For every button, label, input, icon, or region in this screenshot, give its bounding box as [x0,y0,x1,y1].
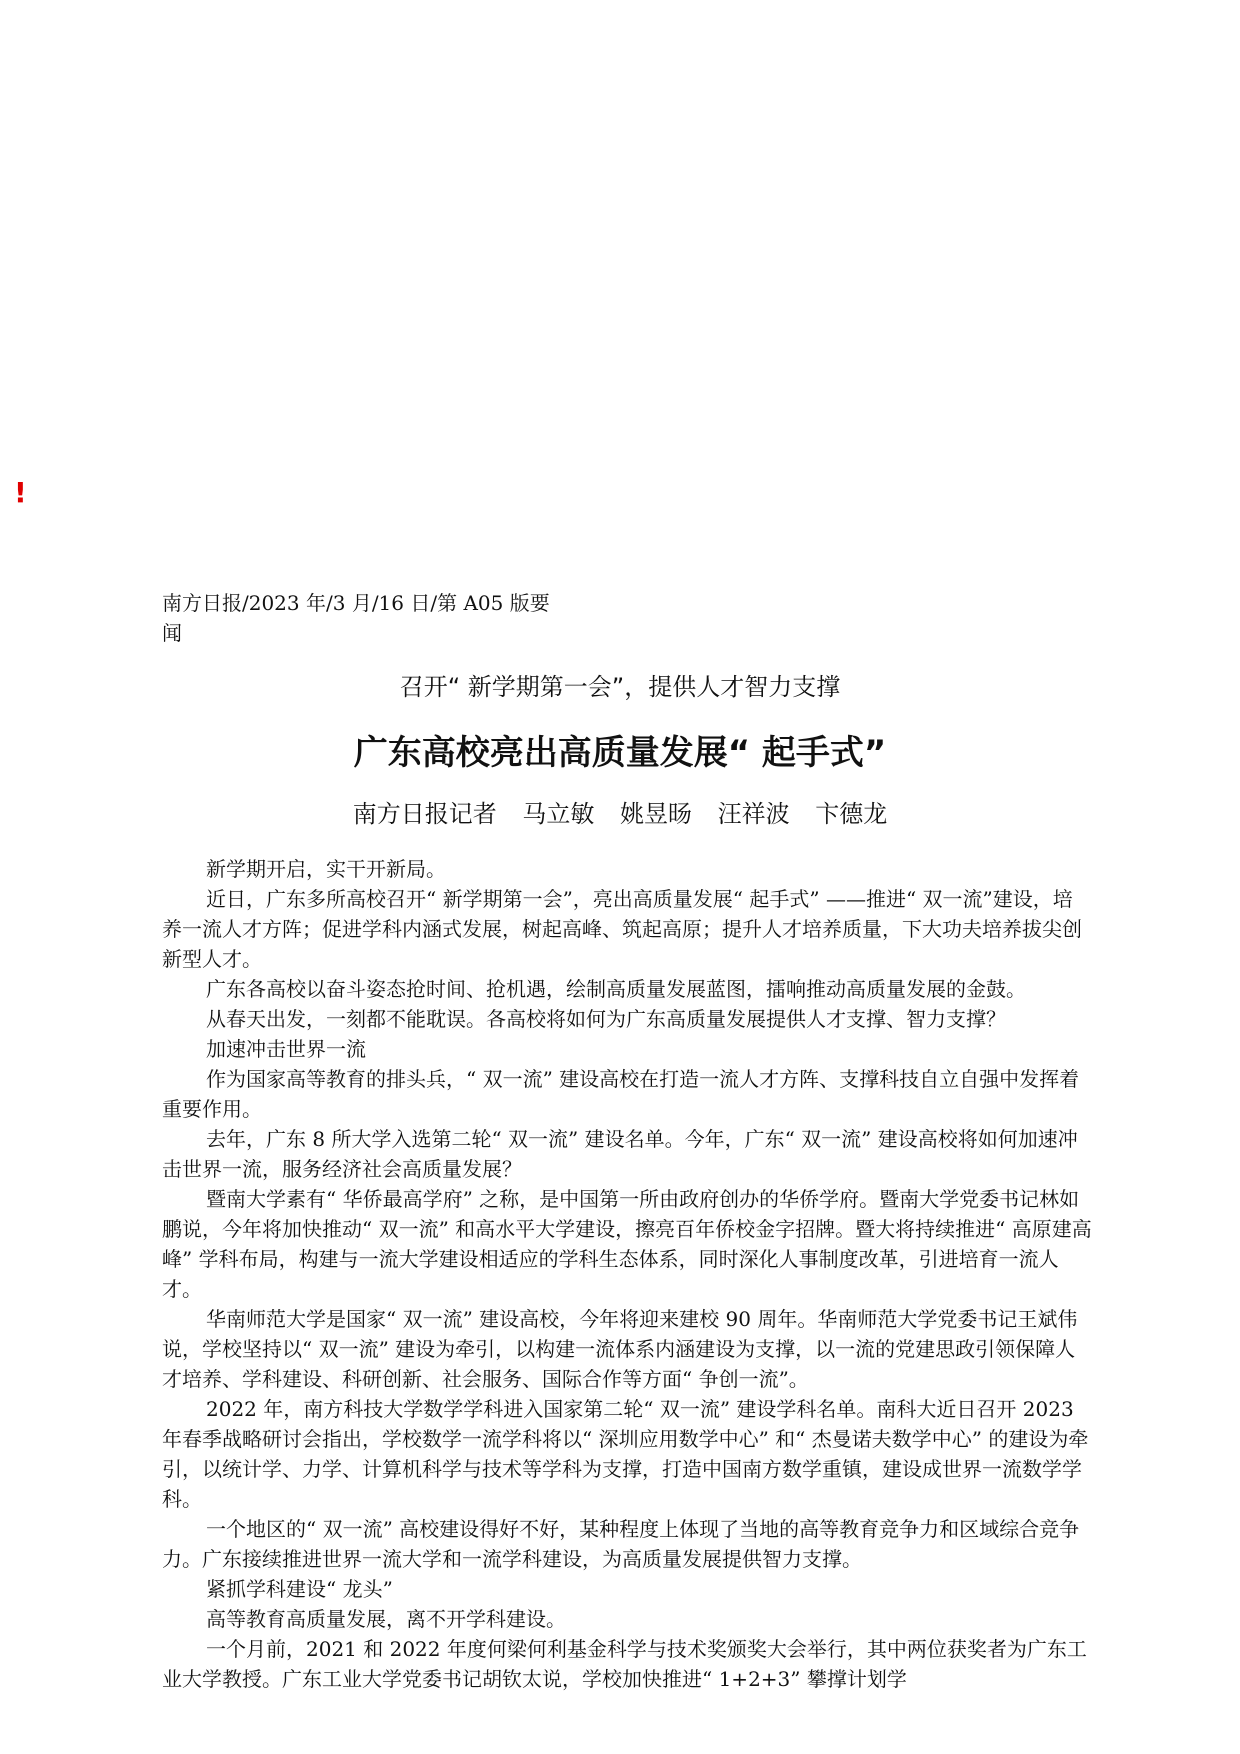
article-body [162,854,1092,1694]
paragraph: 广东各高校以奋斗姿态抢时间、抢机遇，绘制高质量发展蓝图，擂响推动高质量发展的金鼓。 [206,977,1026,1001]
paragraph: 新学期开启，实干开新局。 [206,857,446,881]
paragraph: 暨南大学素有“ 华侨最高学府” 之称，是中国第一所由政府创办的华侨学府。暨南大学党委书记林如鹏说，今年将加快推动“ 双一流” 和高水平大学建设，擦亮百年侨校金字招牌。暨大将持续推进“ 高原建高峰” 学科布局，构建与一流大学建设相适应的学科生态体系，同时深化人事制度改革，引进培育一流人才。 [162,1187,1092,1301]
section-heading: 紧抓学科建设“ 龙头” [206,1577,393,1601]
paragraph: 去年，广东 8 所大学入选第二轮“ 双一流” 建设名单。今年，广东“ 双一流” 建设高校将如何加速冲击世界一流，服务经济社会高质量发展？ [162,1127,1078,1181]
article-subtitle: 召开“ 新学期第一会”，提供人才智力支撑 [399,673,841,701]
paragraph: 2022 年，南方科技大学数学学科进入国家第二轮“ 双一流” 建设学科名单。南科大近日召开 2023 年春季战略研讨会指出，学校数学一流学科将以“ 深圳应用数学中心” 和“ 杰曼诺夫数学中心” 的建设为牵引，以统计学、力学、计算机科学与技术等学科为支撑，打造中国南方数学重镇，建设成世界一流数学学科。 [162,1397,1089,1511]
byline-label: 南方日报记者 [352,800,497,828]
author-name: 马立敏 [522,800,595,828]
paragraph: 近日，广东多所高校召开“ 新学期第一会”，亮出高质量发展“ 起手式” ——推进“ 双一流”建设，培养一流人才方阵；促进学科内涵式发展，树起高峰、筑起高原；提升人才培养质量，下大功夫培养拔尖创新型人才。 [162,887,1082,971]
paragraph: 高等教育高质量发展，离不开学科建设。 [206,1607,566,1631]
paragraph: 从春天出发，一刻都不能耽误。各高校将如何为广东高质量发展提供人才支撑、智力支撑？ [206,1007,1006,1031]
paragraph: 华南师范大学是国家“ 双一流” 建设高校，今年将迎来建校 90 周年。华南师范大学党委书记王斌伟说，学校坚持以“ 双一流” 建设为牵引，以构建一流体系内涵建设为支撑，以一流的党建思政引领保障人才培养、学科建设、科研创新、社会服务、国际合作等方面“ 争创一流”。 [162,1307,1078,1391]
source-line: 南方日报/2023 年/3 月/16 日/第 A05 版要闻 [162,591,550,645]
paragraph: 一个月前，2021 和 2022 年度何梁何利基金科学与技术奖颁奖大会举行，其中两位获奖者为广东工业大学教授。广东工业大学党委书记胡钦太说，学校加快推进“ 1+2+3” 攀撑计划学 [162,1637,1087,1691]
warning-mark: ! [14,476,27,509]
author-name: 汪祥波 [717,800,790,828]
paragraph: 作为国家高等教育的排头兵，“ 双一流” 建设高校在打造一流人才方阵、支撑科技自立自强中发挥着重要作用。 [162,1067,1080,1121]
byline [0,797,1240,831]
article-title: 广东高校亮出高质量发展“ 起手式” [353,733,887,773]
author-name: 卞德龙 [815,800,888,828]
author-name: 姚昱旸 [620,800,692,828]
section-heading: 加速冲击世界一流 [206,1037,366,1061]
paragraph: 一个地区的“ 双一流” 高校建设得好不好，某种程度上体现了当地的高等教育竞争力和区域综合竞争力。广东接续推进世界一流大学和一流学科建设，为高质量发展提供智力支撑。 [162,1517,1080,1571]
